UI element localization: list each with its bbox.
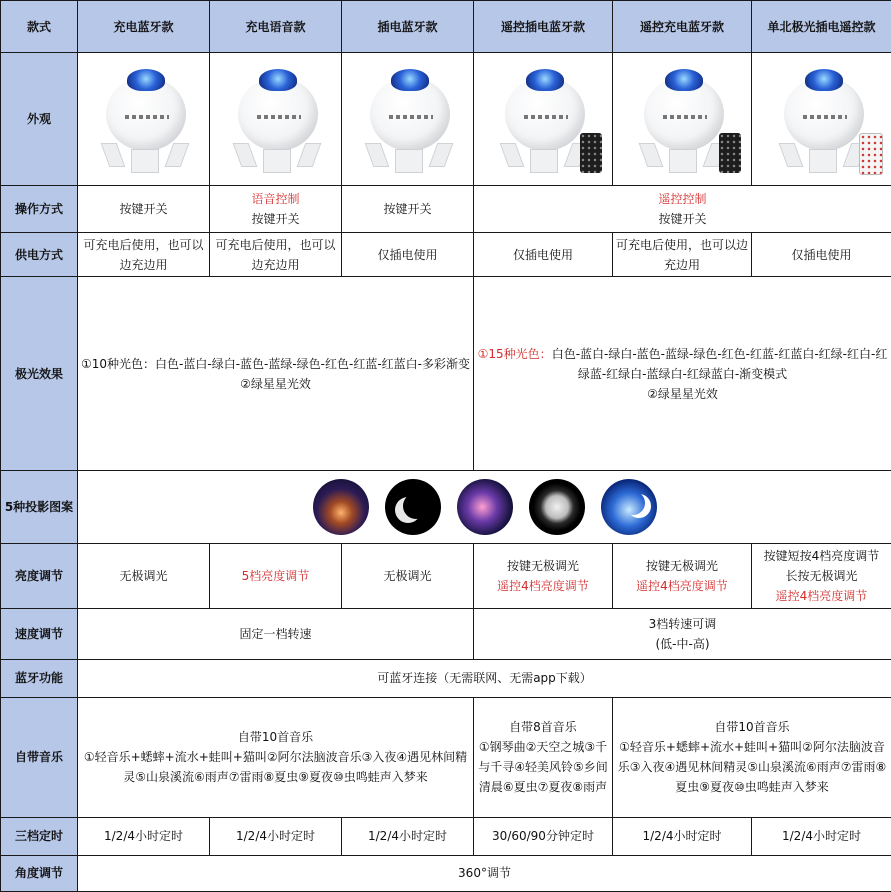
row-label-appearance: 外观 <box>1 53 78 186</box>
aurora-colors-text: ①10种光色：白色-蓝白-绿白-蓝色-蓝绿-绿色-红色-红蓝-红蓝白-多彩渐变 <box>81 356 471 371</box>
music-cell-left <box>78 697 474 817</box>
music-count-text: 自带8首音乐 <box>509 720 577 735</box>
angle-cell: 360°调节 <box>78 855 891 891</box>
aurora-colors-text: 白色-蓝白-绿白-蓝色-蓝绿-绿色-红色-红蓝-红蓝白-红绿-红白-红绿蓝-红绿白-蓝绿白-红绿蓝白-渐变模式 <box>551 346 888 381</box>
pattern-gallery <box>81 479 888 535</box>
row-label-speed: 速度调节 <box>1 608 78 659</box>
remote-control-image <box>859 133 883 175</box>
operation-row <box>1 186 891 233</box>
angle-row <box>1 855 891 891</box>
brightness-cell-4 <box>474 543 613 608</box>
music-count-text: 自带10首音乐 <box>714 720 790 735</box>
projection-pattern-thumbnail <box>457 479 513 535</box>
remote-4-levels-text: 遥控4档亮度调节 <box>775 588 868 603</box>
timer-cell-1: 1/2/4小时定时 <box>78 817 210 855</box>
brightness-cell-2 <box>210 543 342 608</box>
power-cell-1: 可充电后使用，也可以边充边用 <box>78 233 210 277</box>
remote-control-text: 遥控控制 <box>658 192 707 207</box>
timer-cell-6: 1/2/4小时定时 <box>752 817 891 855</box>
power-cell-6: 仅插电使用 <box>752 233 891 277</box>
projector-product-image <box>89 63 199 175</box>
speed-cell-right <box>474 608 891 659</box>
model-header-3: 插电蓝牙款 <box>342 1 474 53</box>
brightness-5-levels-text: 5档亮度调节 <box>241 568 310 583</box>
speed-levels-text: 3档转速可调 <box>648 616 717 631</box>
button-dimming-text: 按键无极调光 <box>645 558 718 573</box>
music-cell-middle <box>474 697 613 817</box>
remote-4-levels-text: 遥控4档亮度调节 <box>636 578 728 593</box>
timer-row <box>1 817 891 855</box>
row-label-music: 自带音乐 <box>1 697 78 817</box>
header-row <box>1 1 891 53</box>
corner-header: 款式 <box>1 1 78 53</box>
button-switch-text: 按键开关 <box>251 212 300 227</box>
button-switch-text: 按键开关 <box>658 212 707 227</box>
aurora-colors-line <box>477 344 888 384</box>
brightness-row <box>1 543 891 608</box>
row-label-operation: 操作方式 <box>1 186 78 233</box>
product-image-1 <box>78 53 210 186</box>
aurora-15-colors-text: ①15种光色： <box>477 346 552 361</box>
brightness-cell-3: 无极调光 <box>342 543 474 608</box>
power-cell-2: 可充电后使用，也可以边充边用 <box>210 233 342 277</box>
brightness-cell-5 <box>613 543 752 608</box>
music-cell-right <box>613 697 891 817</box>
product-image-4 <box>474 53 613 186</box>
aurora-row <box>1 277 891 471</box>
product-image-6 <box>752 53 891 186</box>
remote-4-levels-text: 遥控4档亮度调节 <box>497 578 589 593</box>
model-header-2: 充电语音款 <box>210 1 342 53</box>
patterns-row <box>1 471 891 543</box>
brightness-cell-1: 无极调光 <box>78 543 210 608</box>
operation-cell-3: 按键开关 <box>342 186 474 233</box>
projection-pattern-thumbnail <box>529 479 585 535</box>
model-header-4: 遥控插电蓝牙款 <box>474 1 613 53</box>
row-label-timer: 三档定时 <box>1 817 78 855</box>
voice-control-text: 语音控制 <box>251 192 300 207</box>
speed-row <box>1 608 891 659</box>
bluetooth-row <box>1 659 891 697</box>
button-dimming-text: 按键无极调光 <box>506 558 579 573</box>
aurora-stars-text: ②绿星星光效 <box>240 376 311 391</box>
projection-pattern-thumbnail <box>385 479 441 535</box>
timer-cell-4: 30/60/90分钟定时 <box>474 817 613 855</box>
projector-product-image <box>767 63 877 175</box>
power-row <box>1 233 891 277</box>
projector-product-image <box>488 63 598 175</box>
projector-product-image <box>627 63 737 175</box>
product-image-5 <box>613 53 752 186</box>
model-header-1: 充电蓝牙款 <box>78 1 210 53</box>
brightness-cell-6 <box>752 543 891 608</box>
long-press-text: 长按无极调光 <box>785 568 858 583</box>
music-list-text: ①轻音乐+蟋蟀+流水+蛙叫+猫叫②阿尔法脑波音乐③入夜④遇见林间精灵⑤山泉溪流⑥雨声⑦雷雨⑧夏虫⑨夏夜⑩虫鸣蛙声入梦来 <box>83 750 468 785</box>
short-press-text: 按键短按4档亮度调节 <box>763 548 880 563</box>
timer-cell-5: 1/2/4小时定时 <box>613 817 752 855</box>
appearance-row <box>1 53 891 186</box>
row-label-angle: 角度调节 <box>1 855 78 891</box>
timer-cell-2: 1/2/4小时定时 <box>210 817 342 855</box>
music-list-text: ①钢琴曲②天空之城③千与千寻④轻美风铃⑤乡间清晨⑥夏虫⑦夏夜⑧雨声 <box>478 740 608 795</box>
product-image-2 <box>210 53 342 186</box>
bluetooth-cell: 可蓝牙连接（无需联网、无需app下载） <box>78 659 891 697</box>
music-list-text: ①轻音乐+蟋蟀+流水+蛙叫+猫叫②阿尔法脑波音乐③入夜④遇见林间精灵⑤山泉溪流⑥雨声⑦雷雨⑧夏虫⑨夏夜⑩虫鸣蛙声入梦来 <box>617 740 887 795</box>
power-cell-3: 仅插电使用 <box>342 233 474 277</box>
remote-control-image <box>719 133 741 173</box>
model-header-5: 遥控充电蓝牙款 <box>613 1 752 53</box>
projection-pattern-thumbnail <box>313 479 369 535</box>
speed-range-text: (低-中-高) <box>655 636 710 651</box>
aurora-cell-left <box>78 277 474 471</box>
power-cell-4: 仅插电使用 <box>474 233 613 277</box>
projector-product-image <box>353 63 463 175</box>
projection-pattern-thumbnail <box>601 479 657 535</box>
product-image-3 <box>342 53 474 186</box>
row-label-bluetooth: 蓝牙功能 <box>1 659 78 697</box>
row-label-patterns: 5种投影图案 <box>1 471 78 543</box>
operation-cell-2 <box>210 186 342 233</box>
operation-cell-1: 按键开关 <box>78 186 210 233</box>
operation-cell-remote <box>474 186 891 233</box>
power-cell-5: 可充电后使用，也可以边充边用 <box>613 233 752 277</box>
row-label-brightness: 亮度调节 <box>1 543 78 608</box>
aurora-cell-right <box>474 277 891 471</box>
row-label-power: 供电方式 <box>1 233 78 277</box>
model-header-6: 单北极光插电遥控款 <box>752 1 891 53</box>
remote-control-image <box>580 133 602 173</box>
music-row <box>1 697 891 817</box>
speed-cell-left: 固定一档转速 <box>78 608 474 659</box>
row-label-aurora: 极光效果 <box>1 277 78 471</box>
patterns-cell <box>78 471 891 543</box>
projector-product-image <box>221 63 331 175</box>
timer-cell-3: 1/2/4小时定时 <box>342 817 474 855</box>
music-count-text: 自带10首音乐 <box>237 730 314 745</box>
aurora-stars-text: ②绿星星光效 <box>647 386 718 401</box>
